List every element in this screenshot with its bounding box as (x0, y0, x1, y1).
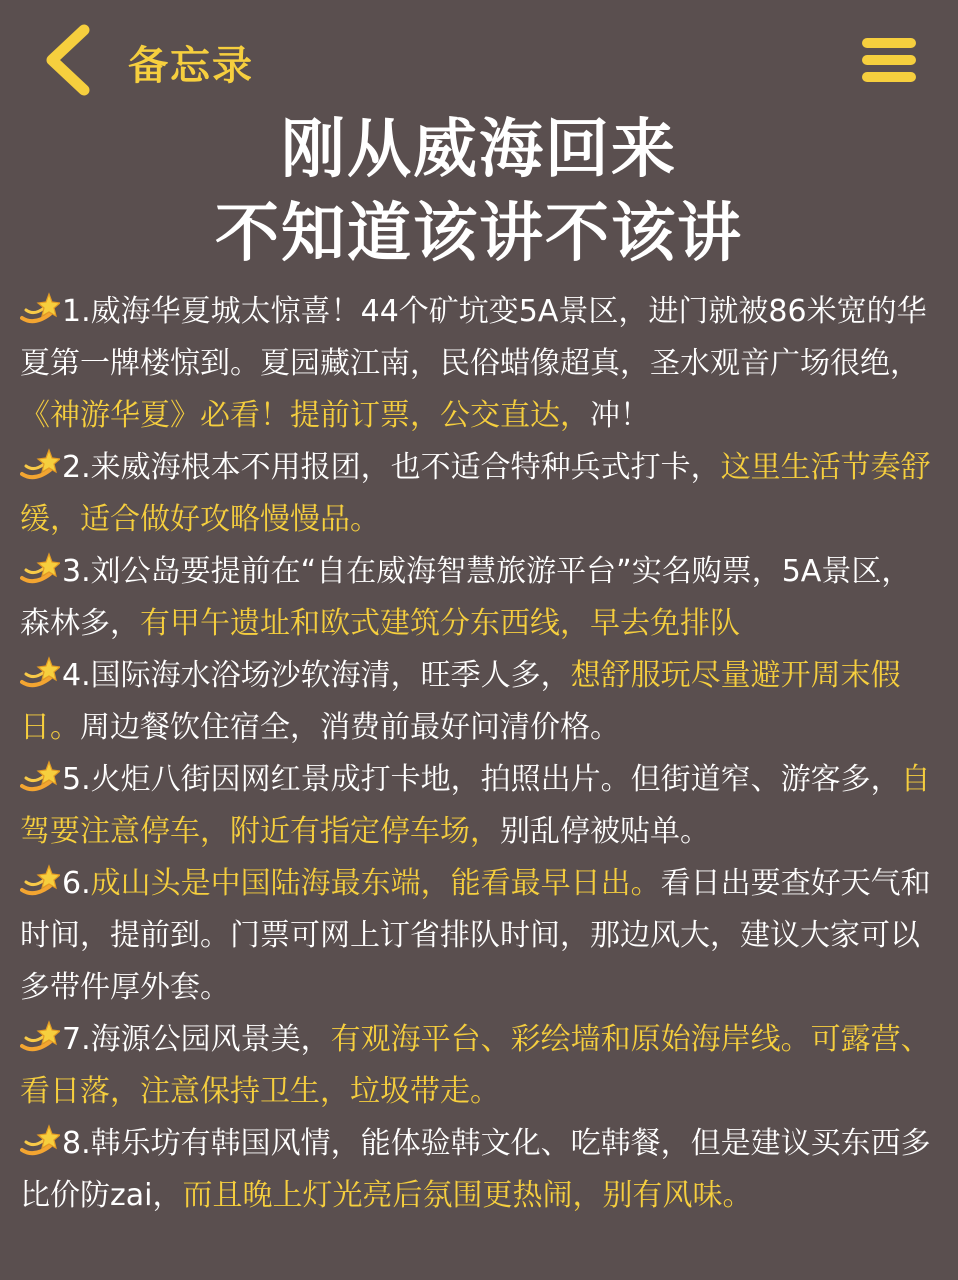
list-item: 6.成山头是中国陆海最东端，能看最早日出。看日出要查好天气和时间，提前到。门票可网上订省排队时间，那边风大，建议大家可以多带件厚外套。 (20, 858, 938, 1014)
list-item: 2.来威海根本不用报团，也不适合特种兵式打卡，这里生活节奏舒缓，适合做好攻略慢慢品。 (20, 442, 938, 546)
dizzy-star-icon (20, 1123, 60, 1157)
back-button[interactable] (40, 22, 100, 98)
dizzy-star-icon (20, 551, 60, 585)
list-item: 7.海源公园风景美，有观海平台、彩绘墙和原始海岸线。可露营、看日落，注意保持卫生，垃圾带走。 (20, 1014, 938, 1118)
dizzy-star-icon (20, 655, 60, 689)
dizzy-star-icon (20, 863, 60, 897)
dizzy-star-icon (20, 291, 60, 325)
list-item: 8.韩乐坊有韩国风情，能体验韩文化、吃韩餐，但是建议买东西多比价防zai，而且晚上灯光亮后氛围更热闹，别有风味。 (20, 1118, 938, 1222)
list-item: 3.刘公岛要提前在“自在威海智慧旅游平台”实名购票，5A景区，森林多，有甲午遗址和欧式建筑分东西线，早去免排队 (20, 546, 938, 650)
dizzy-star-icon (20, 447, 60, 481)
headline-line-2: 不知道该讲不该讲 (215, 197, 743, 271)
list-item: 4.国际海水浴场沙软海清，旺季人多，想舒服玩尽量避开周末假日。周边餐饮住宿全，消费前最好问清价格。 (20, 650, 938, 754)
note-content (20, 286, 938, 1222)
top-bar (0, 0, 958, 120)
chevron-left-icon (40, 22, 100, 98)
list-item: 5.火炬八街因网红景成打卡地，拍照出片。但街道窄、游客多，自驾要注意停车，附近有指定停车场，别乱停被贴单。 (20, 754, 938, 858)
headline-line-1: 刚从威海回来 (281, 113, 677, 187)
dizzy-star-icon (20, 1019, 60, 1053)
page-headline (0, 108, 958, 276)
app-title: 备忘录 (128, 43, 254, 89)
menu-button[interactable] (862, 36, 916, 84)
dizzy-star-icon (20, 759, 60, 793)
list-item: 1.威海华夏城太惊喜！44个矿坑变5A景区，进门就被86米宽的华夏第一牌楼惊到。夏园藏江南，民俗蜡像超真，圣水观音广场很绝，《神游华夏》必看！提前订票，公交直达，冲！ (20, 286, 938, 442)
